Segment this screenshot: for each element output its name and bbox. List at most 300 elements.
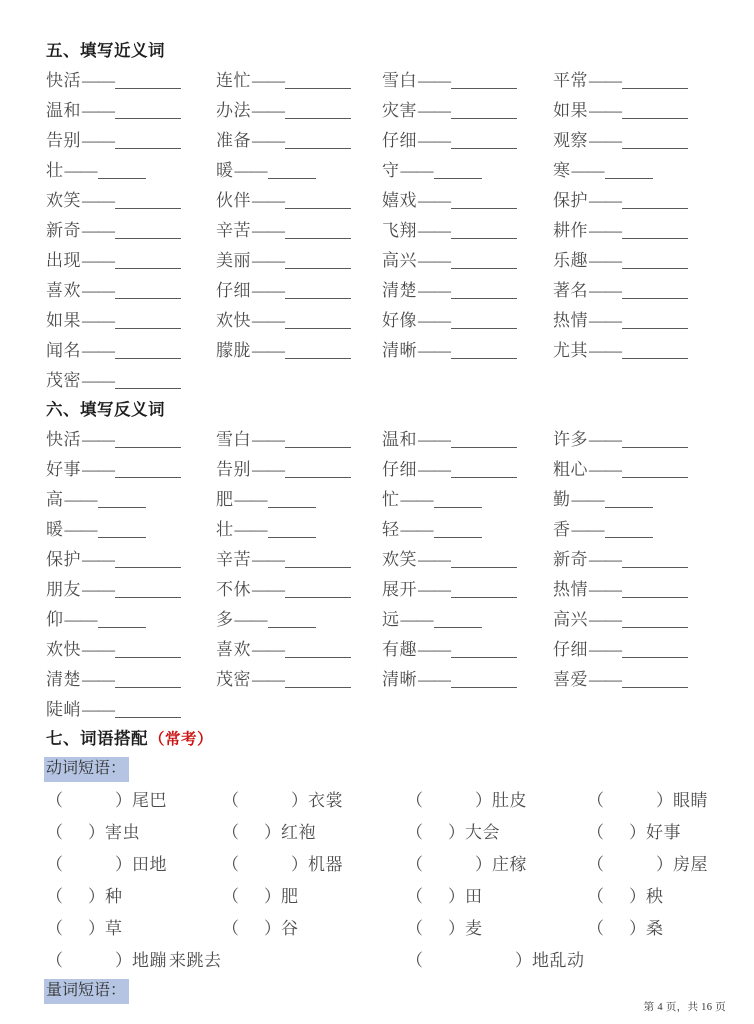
answer-blank[interactable] bbox=[268, 612, 316, 628]
word-pair-cell bbox=[382, 605, 482, 635]
word-pair-cell bbox=[46, 246, 181, 276]
pair-dashes: —— bbox=[82, 191, 114, 210]
prompt-word: 香 bbox=[553, 520, 571, 539]
word-pair-row bbox=[44, 156, 728, 186]
pair-dashes: —— bbox=[252, 311, 284, 330]
word-pair-cell bbox=[553, 665, 688, 695]
collocation-noun: 大会 bbox=[465, 823, 500, 842]
answer-blank[interactable] bbox=[622, 133, 688, 149]
paren-close: ） bbox=[88, 919, 105, 938]
word-pair-cell bbox=[46, 216, 181, 246]
prompt-word: 陡峭 bbox=[46, 700, 81, 719]
collocation-row-wide bbox=[44, 945, 728, 977]
word-pair-cell bbox=[382, 665, 517, 695]
pair-dashes: —— bbox=[82, 281, 114, 300]
prompt-word: 保护 bbox=[46, 550, 81, 569]
answer-blank[interactable] bbox=[622, 223, 688, 239]
pair-dashes: —— bbox=[82, 460, 114, 479]
word-pair-cell bbox=[553, 96, 688, 126]
paren-close: ） bbox=[656, 855, 673, 874]
paren-close: ） bbox=[115, 855, 132, 874]
answer-blank[interactable] bbox=[451, 462, 517, 478]
page-footer: 第 4 页，共 16 页 bbox=[643, 1002, 726, 1013]
answer-blank[interactable] bbox=[285, 133, 351, 149]
answer-blank[interactable] bbox=[451, 103, 517, 119]
prompt-word: 远 bbox=[382, 610, 400, 629]
word-pair-row bbox=[44, 96, 728, 126]
word-pair-cell bbox=[553, 336, 688, 366]
answer-blank[interactable] bbox=[434, 163, 482, 179]
pair-dashes: —— bbox=[589, 341, 621, 360]
answer-blank[interactable] bbox=[451, 313, 517, 329]
prompt-word: 乐趣 bbox=[553, 251, 588, 270]
prompt-word: 告别 bbox=[216, 460, 251, 479]
collocation-tail: 来跳去 bbox=[169, 951, 222, 970]
section-7-title: 七、词语搭配 bbox=[46, 730, 148, 748]
collocation-cell bbox=[46, 881, 123, 913]
answer-blank[interactable] bbox=[434, 492, 482, 508]
answer-blank[interactable] bbox=[622, 462, 688, 478]
collocation-cell bbox=[46, 913, 123, 945]
pair-dashes: —— bbox=[82, 580, 114, 599]
word-pair-cell bbox=[382, 186, 517, 216]
answer-blank[interactable] bbox=[451, 552, 517, 568]
word-pair-cell bbox=[382, 545, 517, 575]
answer-blank[interactable] bbox=[98, 163, 146, 179]
pair-dashes: —— bbox=[252, 550, 284, 569]
answer-blank[interactable] bbox=[285, 552, 351, 568]
paren-open: （ bbox=[222, 919, 239, 938]
collocation-noun: 肥 bbox=[281, 887, 299, 906]
prompt-word: 辛苦 bbox=[216, 221, 251, 240]
prompt-word: 壮 bbox=[46, 161, 64, 180]
word-pair-cell bbox=[216, 276, 351, 306]
pair-dashes: —— bbox=[589, 281, 621, 300]
prompt-word: 朦胧 bbox=[216, 341, 251, 360]
prompt-word: 展开 bbox=[382, 580, 417, 599]
answer-blank[interactable] bbox=[115, 283, 181, 299]
word-pair-row bbox=[44, 306, 728, 336]
prompt-word: 喜欢 bbox=[46, 281, 81, 300]
pair-dashes: —— bbox=[418, 101, 450, 120]
pair-dashes: —— bbox=[252, 251, 284, 270]
prompt-word: 办法 bbox=[216, 101, 251, 120]
prompt-word: 清晰 bbox=[382, 670, 417, 689]
prompt-word: 如果 bbox=[553, 101, 588, 120]
answer-blank[interactable] bbox=[451, 432, 517, 448]
word-pair-cell bbox=[216, 186, 351, 216]
answer-blank[interactable] bbox=[115, 103, 181, 119]
pair-dashes: —— bbox=[589, 251, 621, 270]
answer-blank[interactable] bbox=[622, 672, 688, 688]
collocation-noun: 田 bbox=[465, 887, 483, 906]
answer-blank[interactable] bbox=[115, 253, 181, 269]
paren-close: ） bbox=[475, 791, 492, 810]
word-pair-cell bbox=[46, 455, 181, 485]
section-heading-5 bbox=[46, 40, 728, 62]
paren-close: ） bbox=[264, 887, 281, 906]
paren-close: ） bbox=[629, 887, 646, 906]
paren-open: （ bbox=[46, 823, 63, 842]
pair-dashes: —— bbox=[589, 430, 621, 449]
pair-dashes: —— bbox=[571, 490, 604, 509]
word-pair-row bbox=[44, 485, 728, 515]
prompt-word: 保护 bbox=[553, 191, 588, 210]
paren-close: ） bbox=[656, 791, 673, 810]
collocation-cell bbox=[222, 913, 299, 945]
word-pair-cell bbox=[382, 276, 517, 306]
word-pair-cell bbox=[216, 216, 351, 246]
prompt-word: 嬉戏 bbox=[382, 191, 417, 210]
prompt-word: 暖 bbox=[216, 161, 234, 180]
collocation-row bbox=[44, 817, 728, 849]
collocation-noun: 红袍 bbox=[281, 823, 316, 842]
answer-blank[interactable] bbox=[268, 522, 316, 538]
collocation-cell bbox=[406, 785, 527, 817]
paren-open: （ bbox=[46, 951, 63, 970]
pair-dashes: —— bbox=[82, 131, 114, 150]
prompt-word: 告别 bbox=[46, 131, 81, 150]
pair-dashes: —— bbox=[571, 520, 604, 539]
prompt-word: 连忙 bbox=[216, 71, 251, 90]
prompt-word: 寒 bbox=[553, 161, 571, 180]
paren-open: （ bbox=[222, 823, 239, 842]
answer-blank[interactable] bbox=[115, 193, 181, 209]
pair-dashes: —— bbox=[418, 311, 450, 330]
answer-blank[interactable] bbox=[115, 582, 181, 598]
paren-open: （ bbox=[46, 791, 63, 810]
answer-blank[interactable] bbox=[622, 612, 688, 628]
word-pair-cell bbox=[216, 515, 316, 545]
prompt-word: 闻名 bbox=[46, 341, 81, 360]
answer-blank[interactable] bbox=[115, 552, 181, 568]
answer-blank[interactable] bbox=[451, 193, 517, 209]
prompt-word: 飞翔 bbox=[382, 221, 417, 240]
word-pair-cell bbox=[382, 485, 482, 515]
prompt-word: 高兴 bbox=[382, 251, 417, 270]
word-pair-row bbox=[44, 216, 728, 246]
pair-dashes: —— bbox=[418, 131, 450, 150]
verb-phrase-label: 动词短语： bbox=[44, 757, 129, 782]
word-pair-cell bbox=[46, 156, 146, 186]
word-pair-cell bbox=[46, 515, 146, 545]
collocation-cell bbox=[222, 785, 343, 817]
pair-dashes: —— bbox=[418, 640, 450, 659]
pair-dashes: —— bbox=[64, 520, 97, 539]
answer-blank[interactable] bbox=[115, 373, 181, 389]
answer-blank[interactable] bbox=[285, 313, 351, 329]
prompt-word: 观察 bbox=[553, 131, 588, 150]
pair-dashes: —— bbox=[589, 221, 621, 240]
paren-close: ） bbox=[264, 823, 281, 842]
prompt-word: 忙 bbox=[382, 490, 400, 509]
word-pair-cell bbox=[46, 186, 181, 216]
pair-dashes: —— bbox=[589, 101, 621, 120]
answer-blank[interactable] bbox=[115, 702, 181, 718]
answer-blank[interactable] bbox=[451, 343, 517, 359]
section-heading-6 bbox=[46, 399, 728, 421]
word-pair-cell bbox=[216, 66, 351, 96]
answer-blank[interactable] bbox=[285, 672, 351, 688]
pair-dashes: —— bbox=[252, 580, 284, 599]
prompt-word: 快活 bbox=[46, 71, 81, 90]
collocation-noun: 庄稼 bbox=[492, 855, 527, 874]
word-pair-cell bbox=[46, 485, 146, 515]
collocation-noun: 眼睛 bbox=[673, 791, 708, 810]
answer-blank[interactable] bbox=[268, 163, 316, 179]
answer-blank[interactable] bbox=[451, 253, 517, 269]
prompt-word: 守 bbox=[382, 161, 400, 180]
prompt-word: 仔细 bbox=[382, 460, 417, 479]
answer-blank[interactable] bbox=[605, 163, 653, 179]
prompt-word: 温和 bbox=[382, 430, 417, 449]
word-pair-row bbox=[44, 455, 728, 485]
pair-dashes: —— bbox=[234, 490, 267, 509]
pair-dashes: —— bbox=[82, 550, 114, 569]
answer-blank[interactable] bbox=[622, 642, 688, 658]
word-pair-cell bbox=[553, 156, 653, 186]
paren-close: ） bbox=[448, 887, 465, 906]
pair-dashes: —— bbox=[82, 251, 114, 270]
prompt-word: 清晰 bbox=[382, 341, 417, 360]
pair-dashes: —— bbox=[82, 640, 114, 659]
prompt-word: 热情 bbox=[553, 311, 588, 330]
pair-dashes: —— bbox=[418, 191, 450, 210]
pair-dashes: —— bbox=[64, 610, 97, 629]
answer-blank[interactable] bbox=[285, 432, 351, 448]
answer-blank[interactable] bbox=[115, 642, 181, 658]
answer-blank[interactable] bbox=[451, 73, 517, 89]
answer-blank[interactable] bbox=[622, 313, 688, 329]
paren-open: （ bbox=[587, 919, 604, 938]
answer-blank[interactable] bbox=[622, 73, 688, 89]
answer-blank[interactable] bbox=[115, 133, 181, 149]
word-pair-row bbox=[44, 635, 728, 665]
paren-close: ） bbox=[448, 919, 465, 938]
answer-blank[interactable] bbox=[115, 73, 181, 89]
pair-dashes: —— bbox=[252, 131, 284, 150]
collocation-noun: 秧 bbox=[646, 887, 664, 906]
answer-blank[interactable] bbox=[622, 103, 688, 119]
pair-dashes: —— bbox=[418, 670, 450, 689]
pair-dashes: —— bbox=[82, 670, 114, 689]
word-pair-row bbox=[44, 695, 728, 725]
prompt-word: 雪白 bbox=[216, 430, 251, 449]
prompt-word: 伙伴 bbox=[216, 191, 251, 210]
answer-blank[interactable] bbox=[451, 133, 517, 149]
answer-blank[interactable] bbox=[434, 522, 482, 538]
paren-open: （ bbox=[222, 887, 239, 906]
pair-dashes: —— bbox=[252, 101, 284, 120]
pair-dashes: —— bbox=[418, 341, 450, 360]
paren-open: （ bbox=[587, 823, 604, 842]
word-pair-cell bbox=[382, 66, 517, 96]
word-pair-row bbox=[44, 605, 728, 635]
pair-dashes: —— bbox=[252, 430, 284, 449]
paren-close: ） bbox=[629, 823, 646, 842]
collocation-noun: 机器 bbox=[308, 855, 343, 874]
answer-blank[interactable] bbox=[622, 582, 688, 598]
answer-blank[interactable] bbox=[605, 522, 653, 538]
answer-blank[interactable] bbox=[285, 223, 351, 239]
answer-blank[interactable] bbox=[268, 492, 316, 508]
word-pair-cell bbox=[382, 635, 517, 665]
paren-close: ） bbox=[515, 951, 532, 970]
prompt-word: 新奇 bbox=[46, 221, 81, 240]
pair-dashes: —— bbox=[418, 460, 450, 479]
prompt-word: 肥 bbox=[216, 490, 234, 509]
prompt-word: 平常 bbox=[553, 71, 588, 90]
word-pair-cell bbox=[553, 455, 688, 485]
collocation-noun: 肚皮 bbox=[492, 791, 527, 810]
word-pair-cell bbox=[216, 665, 351, 695]
collocation-row bbox=[44, 913, 728, 945]
answer-blank[interactable] bbox=[98, 522, 146, 538]
pair-dashes: —— bbox=[82, 71, 114, 90]
paren-open: （ bbox=[587, 887, 604, 906]
answer-blank[interactable] bbox=[622, 552, 688, 568]
prompt-word: 喜爱 bbox=[553, 670, 588, 689]
pair-dashes: —— bbox=[234, 520, 267, 539]
word-pair-cell bbox=[382, 216, 517, 246]
collocation-cell bbox=[406, 945, 585, 977]
pair-dashes: —— bbox=[418, 251, 450, 270]
answer-blank[interactable] bbox=[285, 73, 351, 89]
prompt-word: 喜欢 bbox=[216, 640, 251, 659]
prompt-word: 高兴 bbox=[553, 610, 588, 629]
answer-blank[interactable] bbox=[285, 193, 351, 209]
pair-dashes: —— bbox=[82, 341, 114, 360]
prompt-word: 暖 bbox=[46, 520, 64, 539]
word-pair-row bbox=[44, 545, 728, 575]
word-pair-row bbox=[44, 425, 728, 455]
pair-dashes: —— bbox=[589, 550, 621, 569]
answer-blank[interactable] bbox=[451, 672, 517, 688]
answer-blank[interactable] bbox=[285, 642, 351, 658]
collocation-cell bbox=[222, 817, 316, 849]
section-5-title: 五、填写近义词 bbox=[46, 42, 165, 60]
section-heading-7 bbox=[46, 728, 728, 751]
prompt-word: 有趣 bbox=[382, 640, 417, 659]
answer-blank[interactable] bbox=[622, 193, 688, 209]
answer-blank[interactable] bbox=[285, 462, 351, 478]
prompt-word: 欢快 bbox=[216, 311, 251, 330]
paren-open: （ bbox=[406, 855, 423, 874]
prompt-word: 著名 bbox=[553, 281, 588, 300]
answer-blank[interactable] bbox=[622, 253, 688, 269]
answer-blank[interactable] bbox=[285, 103, 351, 119]
prompt-word: 仔细 bbox=[553, 640, 588, 659]
answer-blank[interactable] bbox=[98, 492, 146, 508]
word-pair-row bbox=[44, 246, 728, 276]
prompt-word: 仰 bbox=[46, 610, 64, 629]
prompt-word: 高 bbox=[46, 490, 64, 509]
answer-blank[interactable] bbox=[115, 672, 181, 688]
paren-open: （ bbox=[406, 951, 423, 970]
pair-dashes: —— bbox=[234, 161, 267, 180]
word-pair-cell bbox=[382, 425, 517, 455]
prompt-word: 许多 bbox=[553, 430, 588, 449]
paren-close: ） bbox=[88, 887, 105, 906]
near-synonym-grid bbox=[44, 66, 728, 396]
answer-blank[interactable] bbox=[451, 642, 517, 658]
answer-blank[interactable] bbox=[451, 223, 517, 239]
word-pair-cell bbox=[553, 425, 688, 455]
prompt-word: 如果 bbox=[46, 311, 81, 330]
answer-blank[interactable] bbox=[622, 432, 688, 448]
collocation-noun: 地蹦 bbox=[132, 951, 167, 970]
answer-blank[interactable] bbox=[285, 582, 351, 598]
answer-blank[interactable] bbox=[605, 492, 653, 508]
section-7-frequent-tag: （常考） bbox=[149, 731, 214, 748]
word-pair-cell bbox=[382, 156, 482, 186]
prompt-word: 茂密 bbox=[46, 371, 81, 390]
answer-blank[interactable] bbox=[115, 223, 181, 239]
word-pair-cell bbox=[216, 306, 351, 336]
answer-blank[interactable] bbox=[285, 253, 351, 269]
pair-dashes: —— bbox=[82, 311, 114, 330]
word-pair-cell bbox=[553, 306, 688, 336]
paren-close: ） bbox=[448, 823, 465, 842]
prompt-word: 清楚 bbox=[46, 670, 81, 689]
pair-dashes: —— bbox=[82, 371, 114, 390]
word-pair-row bbox=[44, 186, 728, 216]
collocation-cell bbox=[46, 785, 167, 817]
word-pair-cell bbox=[46, 366, 181, 396]
collocation-noun: 田地 bbox=[132, 855, 167, 874]
collocation-noun: 谷 bbox=[281, 919, 299, 938]
answer-blank[interactable] bbox=[285, 283, 351, 299]
pair-dashes: —— bbox=[234, 610, 267, 629]
paren-close: ） bbox=[115, 951, 132, 970]
answer-blank[interactable] bbox=[451, 283, 517, 299]
collocation-cell bbox=[587, 817, 681, 849]
collocation-noun: 房屋 bbox=[673, 855, 708, 874]
word-pair-cell bbox=[382, 246, 517, 276]
answer-blank[interactable] bbox=[434, 612, 482, 628]
collocation-noun: 尾巴 bbox=[132, 791, 167, 810]
prompt-word: 粗心 bbox=[553, 460, 588, 479]
paren-open: （ bbox=[587, 855, 604, 874]
word-pair-cell bbox=[553, 545, 688, 575]
word-pair-cell bbox=[216, 485, 316, 515]
prompt-word: 热情 bbox=[553, 580, 588, 599]
collocation-cell bbox=[222, 849, 343, 881]
answer-blank[interactable] bbox=[98, 612, 146, 628]
word-pair-row bbox=[44, 126, 728, 156]
word-pair-cell bbox=[46, 66, 181, 96]
answer-blank[interactable] bbox=[451, 582, 517, 598]
word-pair-cell bbox=[46, 126, 181, 156]
collocation-cell bbox=[46, 945, 222, 977]
pair-dashes: —— bbox=[589, 311, 621, 330]
word-pair-cell bbox=[382, 126, 517, 156]
answer-blank[interactable] bbox=[622, 283, 688, 299]
answer-blank[interactable] bbox=[115, 343, 181, 359]
word-pair-cell bbox=[46, 575, 181, 605]
prompt-word: 多 bbox=[216, 610, 234, 629]
answer-blank[interactable] bbox=[285, 343, 351, 359]
paren-close: ） bbox=[291, 791, 308, 810]
word-pair-cell bbox=[46, 545, 181, 575]
collocation-row bbox=[44, 849, 728, 881]
pair-dashes: —— bbox=[589, 580, 621, 599]
answer-blank[interactable] bbox=[115, 432, 181, 448]
paren-open: （ bbox=[406, 791, 423, 810]
answer-blank[interactable] bbox=[115, 462, 181, 478]
answer-blank[interactable] bbox=[115, 313, 181, 329]
answer-blank[interactable] bbox=[622, 343, 688, 359]
